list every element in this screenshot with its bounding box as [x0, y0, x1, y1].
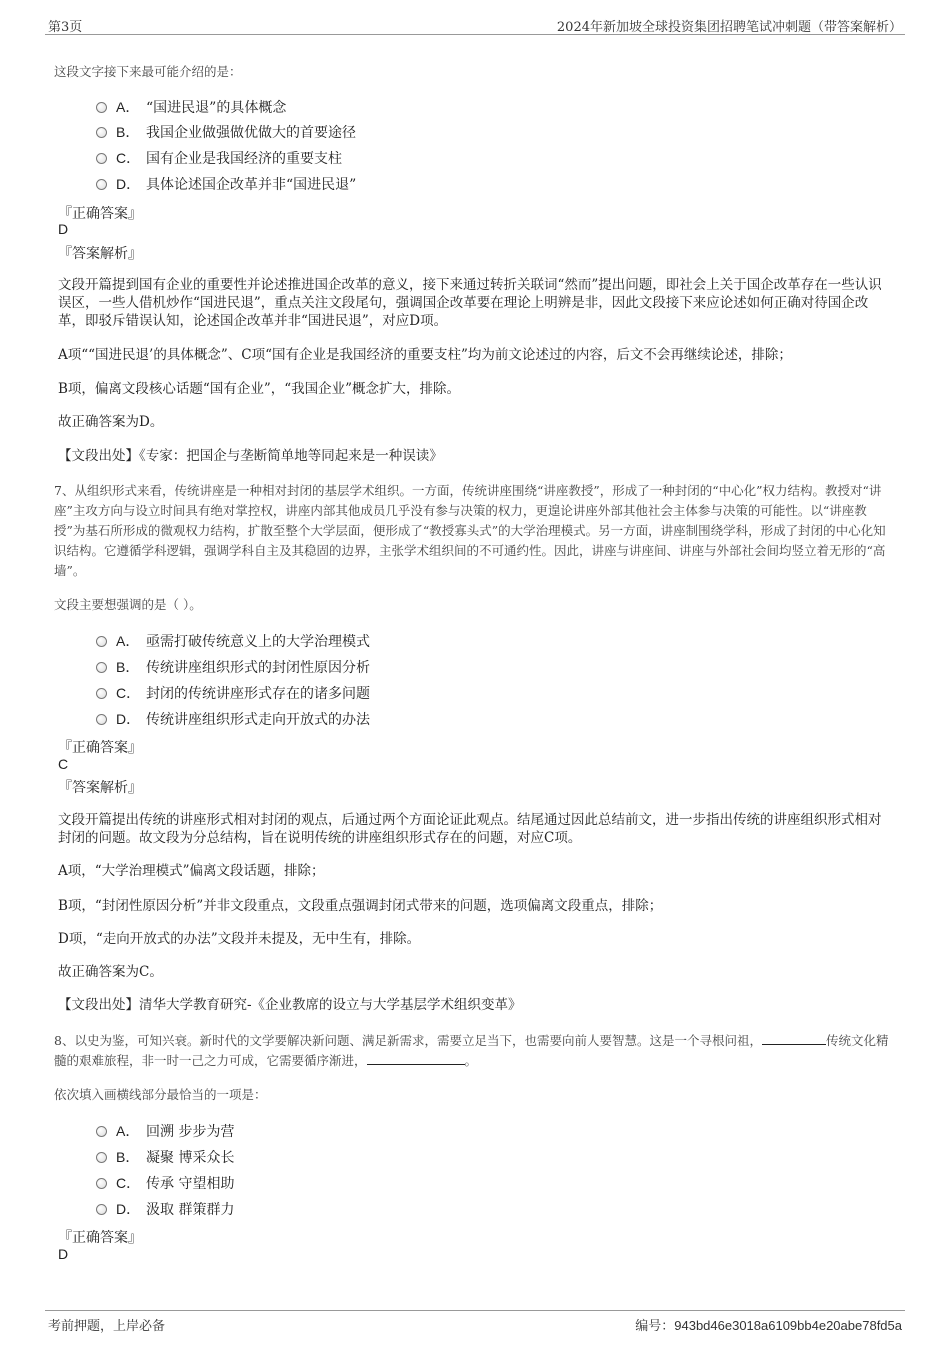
q6-answer-label: 『正确答案』: [58, 206, 142, 222]
radio-icon[interactable]: [96, 1178, 107, 1189]
q7-option-b[interactable]: B． 传统讲座组织形式的封闭性原因分析: [96, 657, 370, 677]
q6-option-c[interactable]: C． 国有企业是我国经济的重要支柱: [96, 148, 342, 168]
radio-icon[interactable]: [96, 662, 107, 673]
radio-icon[interactable]: [96, 102, 107, 113]
page-footer: [45, 1310, 905, 1337]
q7-analysis-b: B项，“封闭性原因分析”并非文段重点，文段重点强调封闭式带来的问题，选项偏离文段重点，排除；: [58, 898, 663, 914]
q8-option-a[interactable]: A． 回溯 步步为营: [96, 1121, 234, 1141]
q7-option-a[interactable]: A． 亟需打破传统意义上的大学治理模式: [96, 631, 370, 651]
q7-analysis-main: 文段开篇提出传统的讲座形式相对封闭的观点，后通过两个方面论证此观点。结尾通过因此总结前文，进一步指出传统的讲座组织形式相对封闭的问题。故文段为分总结构，旨在说明传统的讲座组织形式存在的问题，对应C项。: [58, 812, 882, 846]
q7-option-c[interactable]: C． 封闭的传统讲座形式存在的诸多问题: [96, 683, 370, 703]
q6-analysis-conclusion: 故正确答案为D。: [58, 414, 164, 430]
q7-answer-label: 『正确答案』: [58, 740, 142, 756]
q6-analysis-ac: A项““国进民退’的具体概念”、C项“国有企业是我国经济的重要支柱”均为前文论述过的内容，后文不会再继续论述，排除；: [58, 347, 792, 363]
q8-stem: 8、以史为鉴，可知兴衰。新时代的文学要解决新问题、满足新需求，需要立足当下，也需要向前人要智慧。这是一个寻根问祖， 传统文化精髓的艰难旅程，非一时一己之力可成，它需要循序渐进， 。: [54, 1033, 889, 1068]
radio-icon[interactable]: [96, 1204, 107, 1215]
radio-icon[interactable]: [96, 1126, 107, 1137]
page-number: 第3页: [48, 20, 83, 35]
radio-icon[interactable]: [96, 127, 107, 138]
q6-analysis-label: 『答案解析』: [58, 246, 142, 262]
q8-option-b[interactable]: B． 凝聚 博采众长: [96, 1147, 234, 1167]
q7-option-d[interactable]: D． 传统讲座组织形式走向开放式的办法: [96, 709, 370, 729]
q6-analysis-b: B项，偏离文段核心话题“国有企业”，“我国企业”概念扩大，排除。: [58, 381, 461, 397]
blank-2: [367, 1052, 465, 1065]
q7-stem: 7、从组织形式来看，传统讲座是一种相对封闭的基层学术组织。一方面，传统讲座围绕“讲座教授”，形成了一种封闭的“中心化”权力结构。教授对“讲座”主攻方向与设立时间具有绝对掌控权，讲座内部其他成员几乎没有参与决策的权力，更遑论讲座外部其他社会主体参与决策的可能性。以“讲座教授”为基石所形成的微观权力结构，扩散至整个大学层面，便形成了“教授寡头式”的大学治理模式。另一方面，讲座制围绕学科，形成了封闭的中心化知识结构。它遵循学科逻辑，强调学科自主及其稳固的边界，主张学术组织间的不可通约性。因此，讲座与讲座间、讲座与外部社会间均竖立着无形的“高墙”。: [54, 483, 886, 578]
q7-prompt: 文段主要想强调的是（ ）。: [54, 597, 202, 612]
radio-icon[interactable]: [96, 1152, 107, 1163]
q6-option-a[interactable]: A． “国进民退”的具体概念: [96, 97, 286, 117]
page-header: [45, 14, 905, 35]
q7-analysis-a: A项，“大学治理模式”偏离文段话题，排除；: [58, 863, 325, 879]
q8-option-c[interactable]: C． 传承 守望相助: [96, 1173, 234, 1193]
q8-answer-label: 『正确答案』: [58, 1230, 142, 1246]
radio-icon[interactable]: [96, 688, 107, 699]
q6-prompt: 这段文字接下来最可能介绍的是：: [54, 64, 242, 79]
radio-icon[interactable]: [96, 179, 107, 190]
document-title: 2024年新加坡全球投资集团招聘笔试冲刺题（带答案解析）: [556, 20, 902, 35]
q7-source: 【文段出处】清华大学教育研究-《企业教席的设立与大学基层学术组织变革》: [58, 997, 522, 1013]
blank-1: [762, 1032, 826, 1045]
q7-analysis-d: D项，“走向开放式的办法”文段并未提及，无中生有，排除。: [58, 931, 421, 947]
document-id: 编号：943bd46e3018a6109bb4e20abe78fd5a: [635, 1318, 902, 1333]
q6-analysis-main: 文段开篇提到国有企业的重要性并论述推进国企改革的意义，接下来通过转折关联词“然而”提出问题，即社会上关于国企改革存在一些认识误区，一些人借机炒作“国进民退”，重点关注文段尾句，强调国企改革要在理论上明辨是非，因此文段接下来应论述如何正确对待国企改革，即驳斥错误认知，论述国企改革并非“国进民退”，对应D项。: [58, 277, 882, 329]
footer-slogan: 考前押题，上岸必备: [48, 1319, 166, 1334]
q8-answer: D: [58, 1246, 69, 1262]
q6-option-d[interactable]: D． 具体论述国企改革并非“国进民退”: [96, 174, 356, 194]
q7-analysis-conclusion: 故正确答案为C。: [58, 964, 163, 980]
radio-icon[interactable]: [96, 714, 107, 725]
q6-answer: D: [58, 221, 69, 237]
q7-analysis-label: 『答案解析』: [58, 780, 142, 796]
q8-option-d[interactable]: D． 汲取 群策群力: [96, 1199, 234, 1219]
radio-icon[interactable]: [96, 153, 107, 164]
radio-icon[interactable]: [96, 636, 107, 647]
q6-option-b[interactable]: B． 我国企业做强做优做大的首要途径: [96, 122, 356, 142]
q6-source: 【文段出处】《专家：把国企与垄断简单地等同起来是一种误读》: [58, 448, 443, 464]
q7-answer: C: [58, 756, 69, 772]
q8-prompt: 依次填入画横线部分最恰当的一项是：: [54, 1087, 267, 1102]
